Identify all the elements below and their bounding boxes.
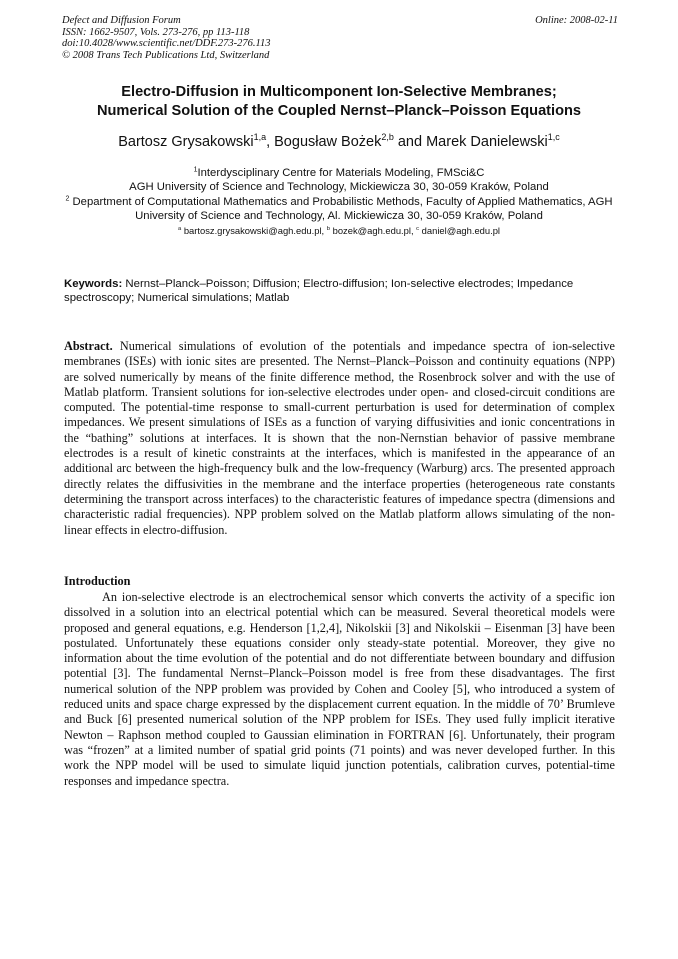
author-list: [40, 133, 638, 151]
introduction-heading: Introduction: [64, 574, 131, 588]
abstract-section: [64, 339, 615, 538]
author-superscript: 1,c: [547, 132, 560, 143]
email-separator: ,: [321, 224, 327, 236]
email-superscript: b: [326, 225, 330, 232]
affiliation-superscript: 1: [193, 166, 198, 174]
doi-line: doi:10.4028/www.scientific.net/DDF.273-276.113: [62, 38, 271, 49]
author-name: Marek Danielewski: [426, 134, 548, 150]
abstract-label: Abstract.: [64, 339, 113, 353]
author-name: Bartosz Grysakowski: [118, 134, 254, 150]
affiliation-2: [55, 195, 623, 224]
affiliation-1: [55, 166, 623, 180]
title-line-2: Numerical Solution of the Coupled Nernst–Planck–Poisson Equations: [96, 103, 582, 119]
email-address[interactable]: bartosz.grysakowski@agh.edu.pl: [183, 224, 322, 236]
affiliation-1-line-1: Interdysciplinary Centre for Materials Modeling, FMSci&C: [197, 167, 485, 179]
keywords-section: [64, 277, 620, 306]
affiliation-2-text: Department of Computational Mathematics and Probabilistic Methods, Faculty of Applied Mathematics, AGH University of Science and Technology, Al. Mickiewicza 30, 30-059 Kraków, Poland: [69, 195, 613, 223]
paper-title: [40, 83, 638, 121]
author-superscript: 2,b: [381, 132, 394, 143]
author-separator: ,: [266, 134, 275, 150]
email-address[interactable]: daniel@agh.edu.pl: [421, 224, 500, 236]
affiliation-superscript: 2: [65, 195, 70, 203]
journal-header: [62, 15, 618, 61]
author-superscript: 1,a: [253, 132, 267, 143]
email-list: [55, 224, 623, 237]
keywords-label: Keywords:: [64, 278, 123, 290]
author-separator: and: [393, 134, 427, 150]
introduction-text: An ion-selective electrode is an electrochemical sensor which converts the activity of a specific ion dissolved in a solution into an electrical potential which can be measured. Several theoretical models were proposed and general equations, e.g. Henderson [1,2,4], Nikolskii [3] and Nikolskii – Eisenman [3] have been postulated. Unfortunately these equations consider only steady-state potential. Moreover, they give no information about the time evolution of the potential and do not differentiate between boundary and diffusion potential [3]. The fundamental Nernst–Planck–Poisson model is free from these disadvantages. The first numerical solution of the NPP problem was provided by Cohen and Cooley [5], who introduced a system of reduced units and space charge expressed by the displacement current equation. In the middle of 70’ Brumleve and Buck [6] presented numerical solution of the NPP problem for ISEs. They used fully implicit iterative Newton – Raphson method coupled to Gaussian elimination in FORTRAN [6]. Unfortunately, their program was “frozen” at a limited number of spatial grid points (71 points) and was never developed further. In this work the NPP model will be used to simulate liquid junction potentials, calibration curves, potential-time responses and impedance spectra.: [64, 590, 615, 788]
email-superscript: a: [177, 225, 182, 232]
email-separator: ,: [410, 224, 417, 236]
abstract-text: Numerical simulations of evolution of the potentials and impedance spectra of ion-selective membranes (ISEs) with ionic sites are presented. The Nernst–Planck–Poisson and continuity equations (NPP) are solved numerically by means of the finite difference method, the Rosenbrock solver and with the use of Matlab platform. Transient solutions for ion-selective electrodes under open- and closed-circuit conditions are computed. The potential-time response to small-current perturbation is used for determination of complex impedances. We present simulations of ISEs as a function of varying diffusivities and ionic concentrations in the “bathing” solutions at interfaces. It is shown that the non-Nernstian behavior of passive membrane electrodes is a result of kinetic constraints at the interfaces, which is manifested in the appearance of an additional arc between the high-frequency bulk and the low-frequency (Warburg) arcs. The presented approach directly relates the diffusivities in the membrane and the interface properties (heterogeneous rate constants determining the transport across interfaces) to the characteristic features of impedance spectra (dimensions and characteristic radial frequencies). NPP problem solved on the Matlab platform allows simulating of the non-linear effects in electro-diffusion.: [64, 339, 615, 537]
email-address[interactable]: bozek@agh.edu.pl: [332, 224, 411, 236]
copyright-line: © 2008 Trans Tech Publications Ltd, Switzerland: [62, 49, 270, 61]
keywords-text: Nernst–Planck–Poisson; Diffusion; Electro-diffusion; Ion-selective electrodes; Impedance spectroscopy; Numerical simulations; Matlab: [64, 278, 574, 305]
issn-line: ISSN: 1662-9507, Vols. 273-276, pp 113-118: [62, 26, 250, 38]
author-name: Bogusław Bożek: [274, 134, 382, 150]
title-line-1: Electro-Diffusion in Multicomponent Ion-Selective Membranes;: [121, 84, 557, 100]
affiliations: [55, 166, 623, 237]
online-date: Online: 2008-02-11: [535, 15, 618, 26]
affiliation-1-line-2: AGH University of Science and Technology, Mickiewicza 30, 30-059 Kraków, Poland: [129, 181, 549, 194]
email-superscript: c: [416, 225, 420, 232]
journal-name: Defect and Diffusion Forum: [62, 15, 181, 26]
